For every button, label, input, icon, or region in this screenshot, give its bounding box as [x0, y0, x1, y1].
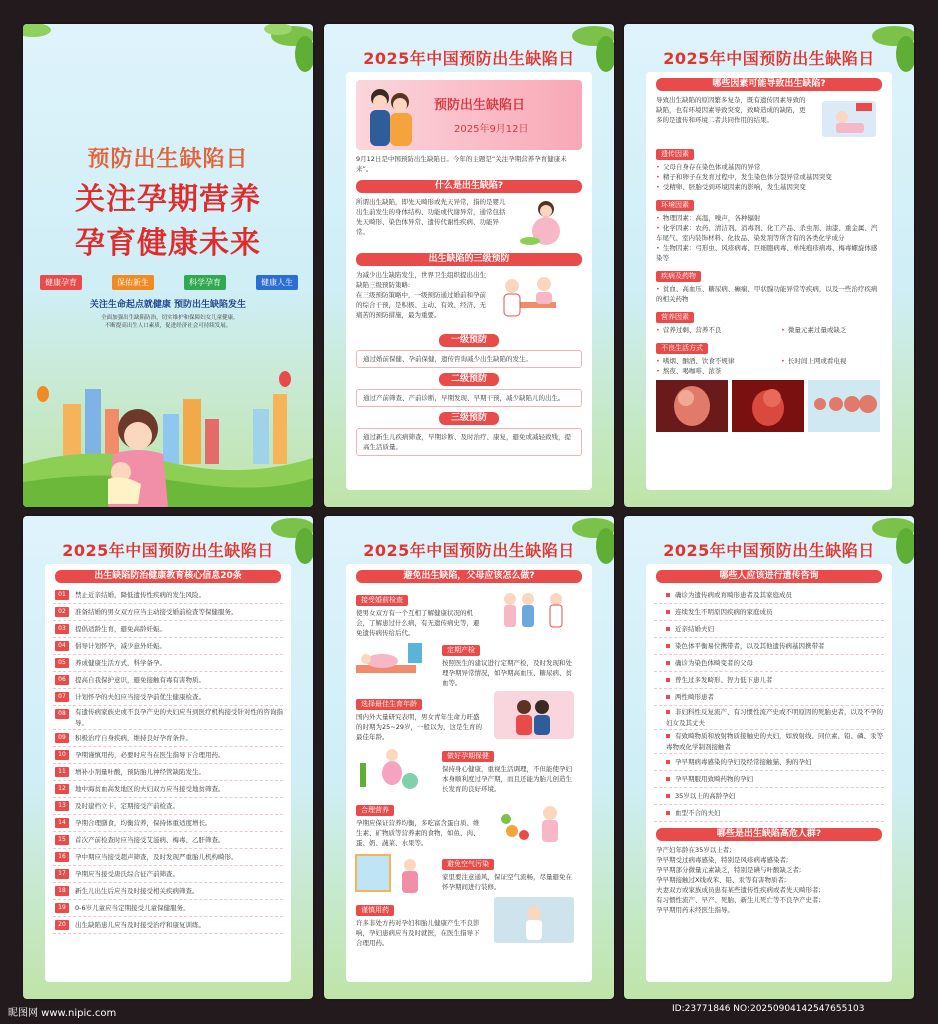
list-item: 10 孕期谨慎用药，必要时应当在医生指导下合理用药。 [53, 747, 283, 764]
badge: 健康孕育 [40, 275, 82, 290]
guide-tag: 谨慎用药 [356, 905, 394, 916]
list-item: 两性畸形患者 [654, 689, 884, 706]
leaf-decoration [243, 24, 313, 84]
cover-badges [40, 275, 298, 290]
factor-item: • 化学因素：农药、清洁剂、消毒剂、化工产品、杀虫剂、油漆、重金属、汽车尾气、室内装饰材料、化妆品、染发剂等所含有的各类化学成分 [656, 223, 882, 243]
factor-item: • 父母自身存在染色体或基因的异常 [656, 162, 882, 172]
watermark: 昵图网 www.nipic.com [8, 1008, 117, 1019]
guide-text: 国内外大量研究表明，男女青年生命力旺盛的时期为25~29岁，一般以为，这是生育的最佳年龄。 [356, 713, 482, 741]
factor-item: • 长时间上网或看电视 [781, 356, 846, 366]
guide-text: 按照医生的建议进行定期产检，及时发现和处理孕期异常情况，如孕期高血压、糖尿病、贫血等。 [442, 659, 572, 687]
list-item: 连续发生不明原因疾病的家庭成员 [654, 604, 884, 621]
list-item: 04 倡导计划怀孕，减少意外妊娠。 [53, 638, 283, 655]
content-card [646, 72, 892, 490]
factor-item: • 微量元素过量或缺乏 [781, 325, 846, 335]
level-text: 通过婚前保健、孕前保健，遗传咨询减少出生缺陷的发生。 [356, 350, 582, 368]
section-header: 出生缺陷防治健康教育核心信息20条 [55, 570, 281, 583]
level-tag: 三级预防 [439, 412, 499, 425]
risk-item: 有习惯性流产、早产、死胎、新生儿死亡等不良孕产史者; [656, 896, 821, 904]
factor-item: • 精子和卵子在发育过程中，发生染色体分裂异常或基因突变 [656, 172, 882, 182]
poster-causes [624, 24, 914, 507]
pregnant-woman-illustration [516, 197, 576, 247]
guide-block [346, 897, 592, 945]
guide-block [346, 637, 592, 691]
guide-text: 家里要注意通风，保证空气流畅，尽量避免在怀孕期间进行装修。 [442, 873, 572, 891]
couple-illustration [494, 691, 574, 739]
list-item: 16 孕中期应当接受超声筛查，及时发现严重胎儿机构畸形。 [53, 849, 283, 866]
doctor-consult-illustration [496, 270, 562, 330]
banner-date: 2025年9月12日 [454, 124, 529, 135]
factor-tag: 环境因素 [656, 200, 694, 211]
risk-item: 孕产妇年龄在35岁以上者; [656, 846, 732, 854]
list-item: 15 首次产前检查时应当接受艾滋病、梅毒、乙肝筛查。 [53, 832, 283, 849]
poster-genetic-counseling [624, 516, 914, 999]
factor-item: • 熬夜、喝咖啡、浓茶 [656, 366, 882, 376]
list-item: 曾生过多发畸形、智力低下患儿者 [654, 672, 884, 689]
list-item: 06 提高自我保护意识，避免接触有毒有害物质。 [53, 672, 283, 689]
risk-item: 孕早期受过病毒感染，特别是风疹病毒感染者; [656, 856, 789, 864]
cover-title-line2: 孕育健康未来 [75, 226, 261, 261]
guide-block [346, 587, 592, 637]
section-header: 哪些因素可能导致出生缺陷? [656, 78, 882, 91]
factor-item: • 营养过剩、营养不良 [656, 325, 761, 335]
list-item: 血型不合的夫妇 [654, 805, 884, 822]
guide-block [346, 797, 592, 851]
section-text: 为减少出生缺陷发生，世界卫生组织提出出生缺陷三级预防策略: [356, 271, 486, 289]
section-text: 所谓出生缺陷，即先天畸形或先天异常，指的是婴儿出生前发生的身体结构、功能或代谢异常，通常包括先天畸形、染色体异常、遗传代谢性疾病、功能异常。 [356, 198, 506, 236]
window-ventilation-illustration [352, 851, 432, 895]
factor-item: • 物理因素：高温，噪声，各种辐射 [656, 213, 882, 223]
list-item: 确诊为染色体畸变者的父母 [654, 655, 884, 672]
risk-item: 孕早期接触过X线或苯、铅、汞等有害物质者; [656, 876, 787, 884]
risk-item: 孕早期用药未经医生指导。 [656, 906, 734, 914]
banner-title: 预防出生缺陷日 [434, 98, 526, 113]
list-item: 14 孕期合理膳食，均衡营养，保持体重适度增长。 [53, 815, 283, 832]
panel-title: 2025年中国预防出生缺陷日 [663, 49, 875, 68]
guide-block [346, 743, 592, 797]
poster-cover [23, 24, 313, 507]
cover-desc: 不断提高出生人口素质，促进经济社会可持续发展。 [104, 323, 232, 329]
panel-title: 2025年中国预防出生缺陷日 [363, 49, 575, 68]
guide-text: 保持身心健康，重视生活调理，不但能使孕妇本身顺利度过孕产期，而且还能为胎儿创造生长发育的良好环境。 [442, 765, 572, 793]
list-item: 孕早期服用致畸药物的孕妇 [654, 771, 884, 788]
list-item: 19 0-6岁儿童应当定期接受儿童保健服务。 [53, 900, 283, 917]
list-item: 05 养成健康生活方式，科学备孕。 [53, 655, 283, 672]
section-header: 哪些人应该进行遗传咨询 [656, 570, 882, 583]
badge: 保佑新生 [112, 275, 154, 290]
level-text: 通过新生儿疾病筛查，早期诊断、及时治疗、康复，避免或减轻致残，提高生活质量。 [356, 428, 582, 456]
list-item: 08 有遗传病家族史或不良孕产史的夫妇应当到医疗机构接受针对性的咨询指导。 [53, 706, 283, 730]
factor-item: • 生物因素：弓形虫、风疹病毒、巨细胞病毒、单纯疱疹病毒、梅毒螺旋体感染等 [656, 243, 882, 263]
panel-title: 2025年中国预防出生缺陷日 [62, 541, 274, 560]
poster-prevention-day [324, 24, 614, 507]
list-item: 20 出生缺陷患儿应当及时接受治疗和康复训练。 [53, 917, 283, 934]
yoga-illustration [352, 743, 432, 793]
section-header: 哪些是出生缺陷高危人群? [656, 828, 882, 841]
pregnancy-stages-image [808, 380, 880, 432]
factor-tag: 疾病及药物 [656, 271, 701, 282]
couple-doctor-illustration [494, 587, 574, 633]
list-item: 确诊为遗传病或育畸形患者及其家庭成员 [654, 587, 884, 604]
content-card [45, 564, 291, 982]
factor-item: • 受精卵、胚胎受到环境因素的影响，发生基因突变 [656, 182, 882, 192]
risk-item: 孕早期部分微量元素缺乏，特别是碘与叶酸缺乏者; [656, 866, 802, 874]
list-item: 近亲结婚夫妇 [654, 621, 884, 638]
list-item: 01 禁止近亲结婚，降低遗传性疾病的发生风险。 [53, 587, 283, 604]
list-item: 非妇科性反复流产、有习惯性流产史或不明原因的死胎史者，以及不孕的妇女及其丈夫 [654, 706, 884, 730]
section-header: 出生缺陷的三级预防 [356, 253, 582, 266]
image-id: ID:23771846 NO:20250904142547655103 [672, 1004, 865, 1014]
list-item: 孕早期病毒感染的孕妇及经常接触猫、狗的孕妇 [654, 754, 884, 771]
content-card [646, 564, 892, 982]
guide-block [346, 691, 592, 743]
badge: 科学孕育 [184, 275, 226, 290]
list-item: 07 计划怀孕的夫妇应当接受孕前优生健康检查。 [53, 689, 283, 706]
cover-title-line1: 关注孕期营养 [75, 182, 261, 217]
guide-tag: 合理营养 [356, 805, 394, 816]
panel-title: 2025年中国预防出生缺陷日 [663, 541, 875, 560]
list-item: 染色体平衡易位携带者，以及其他遗传病基因携带者 [654, 638, 884, 655]
city-mother-illustration [23, 354, 313, 507]
content-card [346, 72, 592, 490]
list-item: 35岁以上的高龄孕妇 [654, 788, 884, 805]
guide-tag: 做好孕期保健 [442, 751, 494, 762]
level-tag: 二级预防 [439, 373, 499, 386]
guide-tag: 选择最佳生育年龄 [356, 699, 422, 710]
list-item: 09 积极治疗自身疾病，维持良好孕育条件。 [53, 730, 283, 747]
list-item: 17 孕期应当接受唐氏综合征产前筛查。 [53, 866, 283, 883]
family-illustration [360, 82, 420, 148]
leaf-decoration [23, 24, 83, 54]
guide-block [346, 851, 592, 897]
factor-item: • 嗜烟、酗酒、饮食不规律 [656, 356, 761, 366]
list-item: 03 提倡适龄生育，避免高龄妊娠。 [53, 621, 283, 638]
section-text: 在三级预防策略中，一级预防通过婚前和孕前的综合干预，是积极、主动、有效、经济、无痛苦的预防措施，最为重要。 [356, 291, 486, 319]
factor-item: • 贫血、高血压、糖尿病、癫痫、甲状腺功能异常等疾病，以及一些治疗疾病的相关药物 [656, 284, 882, 304]
content-card [346, 564, 592, 982]
cover-slogan: 关注生命起点就健康 预防出生缺陷发生 [89, 300, 247, 310]
guide-tag: 接受婚前检查 [356, 595, 408, 606]
nutrition-illustration [494, 797, 574, 847]
list-item: 12 地中海贫血高发地区的夫妇双方应当接受地贫筛查。 [53, 781, 283, 798]
section-header: 避免出生缺陷，父母应该怎么做? [356, 570, 582, 583]
section-header: 什么是出生缺陷? [356, 180, 582, 193]
level-text: 通过产前筛查、产前诊断，早期发现、早期干预，减少缺陷儿的出生。 [356, 389, 582, 407]
list-item: 02 准备结婚的男女双方应当主动接受婚前检查等保健服务。 [53, 604, 283, 621]
cover-subtitle: 预防出生缺陷日 [87, 147, 249, 172]
level-tag: 一级预防 [439, 334, 499, 347]
prenatal-checkup-illustration [352, 637, 432, 687]
factor-tag: 营养因素 [656, 312, 694, 323]
fetus-image [656, 380, 728, 432]
medicine-illustration [494, 897, 574, 943]
fetus-images [656, 380, 882, 432]
badge: 健康人生 [256, 275, 298, 290]
guide-tag: 避免空气污染 [442, 859, 494, 870]
list-item: 有致畸物质和放射物质接触史的夫妇，如放射线、同位素、铅、磷、汞等毒物或化学制剂接触者 [654, 730, 884, 754]
list-item: 18 新生儿出生后应当及时接受相关疾病筛查。 [53, 883, 283, 900]
fetus-image [732, 380, 804, 432]
date-banner [356, 80, 582, 150]
cover-desc: 全面加强出生缺陷防治，切实维护和保障妇女儿童健康, [101, 315, 235, 321]
poster-core-info [23, 516, 313, 999]
hospital-illustration [816, 95, 882, 141]
risk-item: 夫妻双方或家族成员患有某些遗传性疾病或者先天畸形者; [656, 886, 821, 894]
guide-text: 使男女双方有一个互相了解健康状况的机会，了解患过什么病，有无遗传病史等，避免遗传病传给后代。 [356, 609, 480, 637]
intro-text: 9月12日是中国预防出生缺陷日。今年的主题是“关注孕期营养孕育健康未来”。 [356, 155, 567, 173]
guide-tag: 定期产检 [442, 645, 480, 656]
list-item: 13 及时建档立卡，定期接受产前检查。 [53, 798, 283, 815]
panel-title: 2025年中国预防出生缺陷日 [363, 541, 575, 560]
guide-text: 许多非处方药对孕妇和胎儿健康产生不良影响，孕妇患病应当及时就医，在医生指导下合理用药。 [356, 919, 480, 947]
poster-parents-guide [324, 516, 614, 999]
list-item: 11 增补小剂量叶酸，预防胎儿神经管缺陷发生。 [53, 764, 283, 781]
factor-tag: 不良生活方式 [656, 343, 708, 354]
guide-text: 孕期应保证营养均衡，多吃富含蛋白质、维生素、矿物质等营养素的食物，如鱼、肉、蛋、奶、蔬菜、水果等。 [356, 819, 480, 847]
factor-tag: 遗传因素 [656, 149, 694, 160]
intro-text: 导致出生缺陷的原因繁多复杂，既有遗传因素导致的缺陷，也有环境因素导致突变，致畸造成的缺陷，更多的是遗传和环境二者共同作用的结果。 [656, 96, 806, 124]
